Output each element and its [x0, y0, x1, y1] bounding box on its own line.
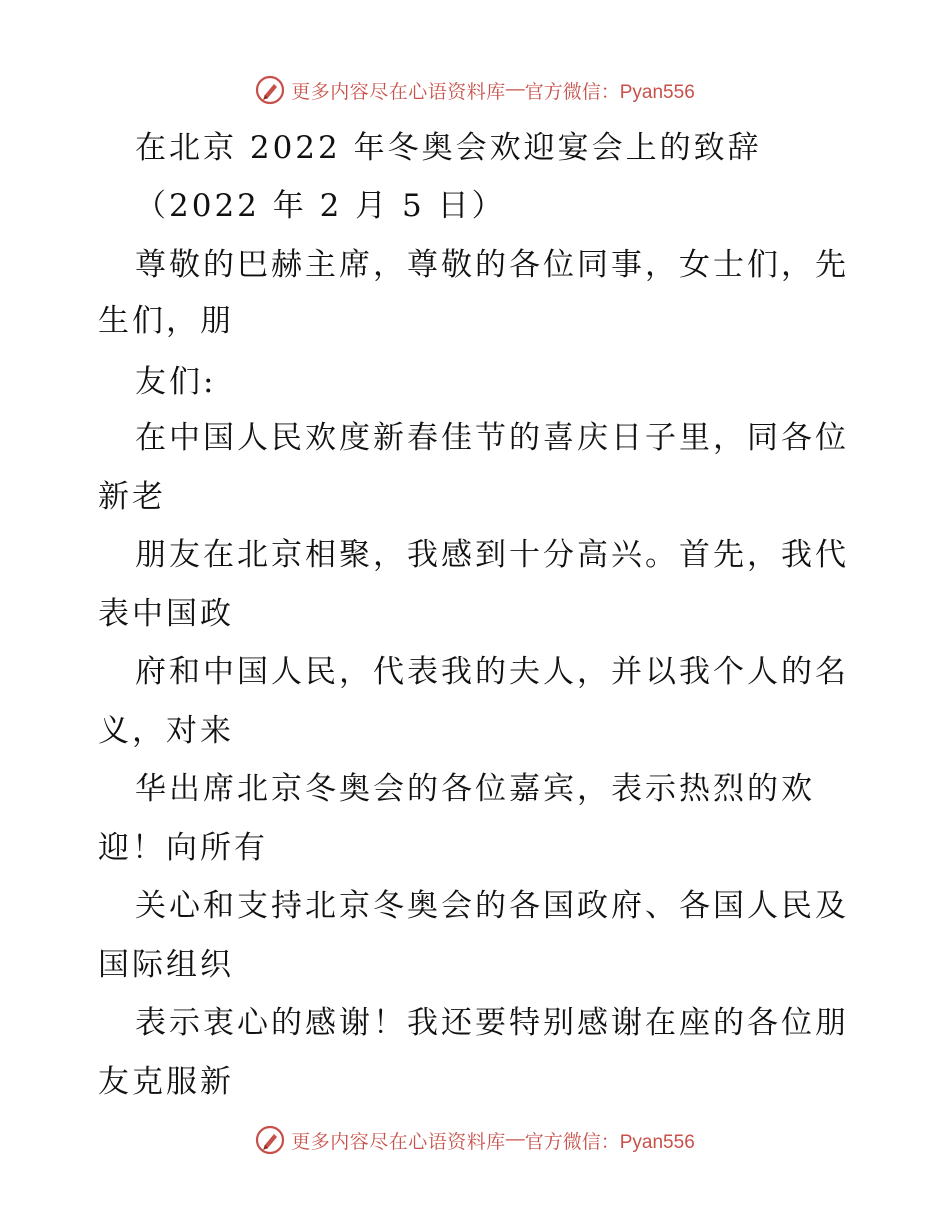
paragraph-line: 在中国人民欢度新春佳节的喜庆日子里，同各位 — [135, 420, 849, 456]
watermark-text: 更多内容尽在心语资料库 — [291, 1131, 506, 1153]
watermark-dash: — — [505, 79, 525, 100]
paragraph-line: 生们，朋 — [98, 303, 234, 339]
paragraph-line: 表示衷心的感谢！我还要特别感谢在座的各位朋 — [135, 1005, 849, 1041]
document-title: 在北京 2022 年冬奥会欢迎宴会上的致辞 — [135, 130, 762, 166]
pen-logo-icon — [255, 75, 285, 105]
pen-logo-icon — [255, 1125, 285, 1155]
paragraph-line: 友们: — [135, 364, 217, 400]
header-watermark — [0, 70, 950, 110]
paragraph-line: 义，对来 — [98, 713, 234, 749]
footer-watermark — [0, 1120, 950, 1160]
watermark-dash: — — [505, 1129, 525, 1150]
paragraph-line: 朋友在北京相聚，我感到十分高兴。首先，我代 — [135, 537, 849, 573]
paragraph-line: 关心和支持北京冬奥会的各国政府、各国人民及 — [135, 888, 849, 924]
paragraph-line: 华出席北京冬奥会的各位嘉宾，表示热烈的欢 — [135, 771, 815, 807]
watermark-text: 更多内容尽在心语资料库 — [291, 81, 506, 103]
paragraph-line: 友克服新 — [98, 1064, 234, 1100]
paragraph-line: 府和中国人民，代表我的夫人，并以我个人的名 — [135, 654, 849, 690]
watermark-wechat: 官方微信：Pyan556 — [524, 81, 695, 103]
paragraph-line: 尊敬的巴赫主席，尊敬的各位同事，女士们，先 — [135, 247, 849, 283]
watermark-wechat: 官方微信：Pyan556 — [524, 1131, 695, 1153]
document-date: （2022 年 2 月 5 日） — [135, 188, 506, 224]
paragraph-line: 表中国政 — [98, 596, 234, 632]
paragraph-line: 新老 — [98, 479, 166, 515]
paragraph-line: 国际组织 — [98, 947, 234, 983]
paragraph-line: 迎！向所有 — [98, 830, 268, 866]
